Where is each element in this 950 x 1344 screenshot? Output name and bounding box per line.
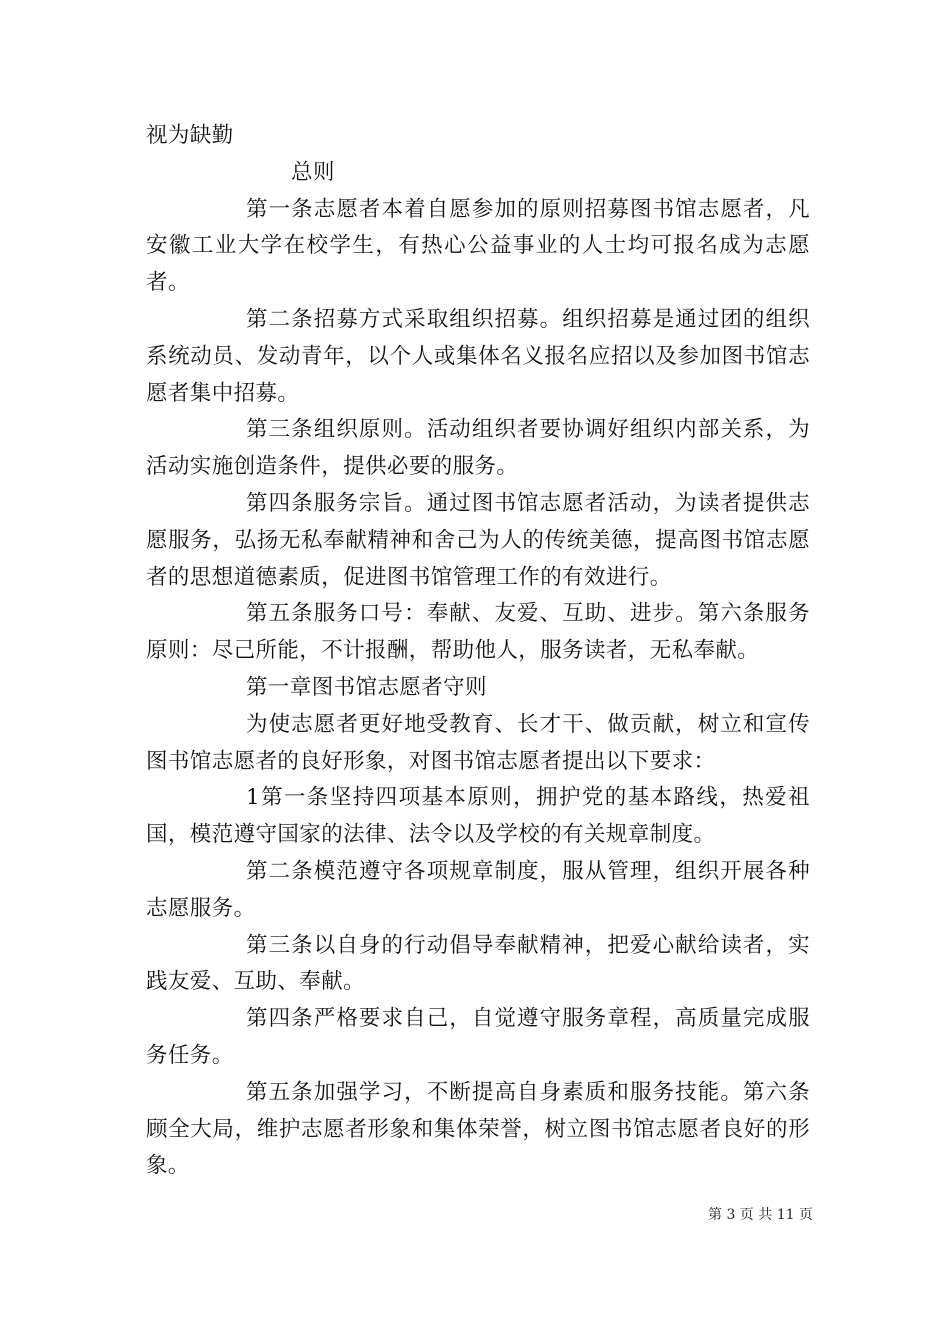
paragraph: 第二条招募方式采取组织招募。组织招募是通过团的组织系统动员、发动青年，以个人或集体名义报名应招以及参加图书馆志愿者集中招募。 [146,306,810,406]
paragraph: 第四条服务宗旨。通过图书馆志愿者活动，为读者提供志愿服务，弘扬无私奉献精神和舍己为人的传统美德，提高图书馆志愿者的思想道德素质，促进图书馆管理工作的有效进行。 [146,490,810,590]
paragraph: 1第一条坚持四项基本原则，拥护党的基本路线，热爱祖国，模范遵守国家的法律、法令以及学校的有关规章制度。 [146,785,810,848]
paragraph: 第二条模范遵守各项规章制度，服从管理，组织开展各种志愿服务。 [146,858,810,921]
document-body [146,118,810,1185]
continuation-text: 视为缺勤 [146,123,234,148]
section-heading: 总则 [291,159,335,185]
paragraph: 第五条服务口号：奉献、友爱、互助、进步。第六条服务原则：尽己所能，不计报酬，帮助他人，服务读者，无私奉献。 [146,601,810,664]
chapter-heading: 第一章图书馆志愿者守则 [246,674,487,700]
page-number-footer: 第 3 页 共 11 页 [708,1207,813,1223]
paragraph: 第三条以自身的行动倡导奉献精神，把爱心献给读者，实践友爱、互助、奉献。 [146,932,810,995]
paragraph: 第五条加强学习，不断提高自身素质和服务技能。第六条顾全大局，维护志愿者形象和集体荣誉，树立图书馆志愿者良好的形象。 [146,1079,810,1179]
paragraph: 第四条严格要求自己，自觉遵守服务章程，高质量完成服务任务。 [146,1006,810,1068]
paragraph: 为使志愿者更好地受教育、长才干、做贡献，树立和宣传图书馆志愿者的良好形象，对图书馆志愿者提出以下要求： [146,711,810,774]
paragraph: 第三条组织原则。活动组织者要协调好组织内部关系，为活动实施创造条件，提供必要的服务。 [146,417,810,480]
paragraph: 第一条志愿者本着自愿参加的原则招募图书馆志愿者，凡安徽工业大学在校学生，有热心公益事业的人士均可报名成为志愿者。 [146,196,810,296]
